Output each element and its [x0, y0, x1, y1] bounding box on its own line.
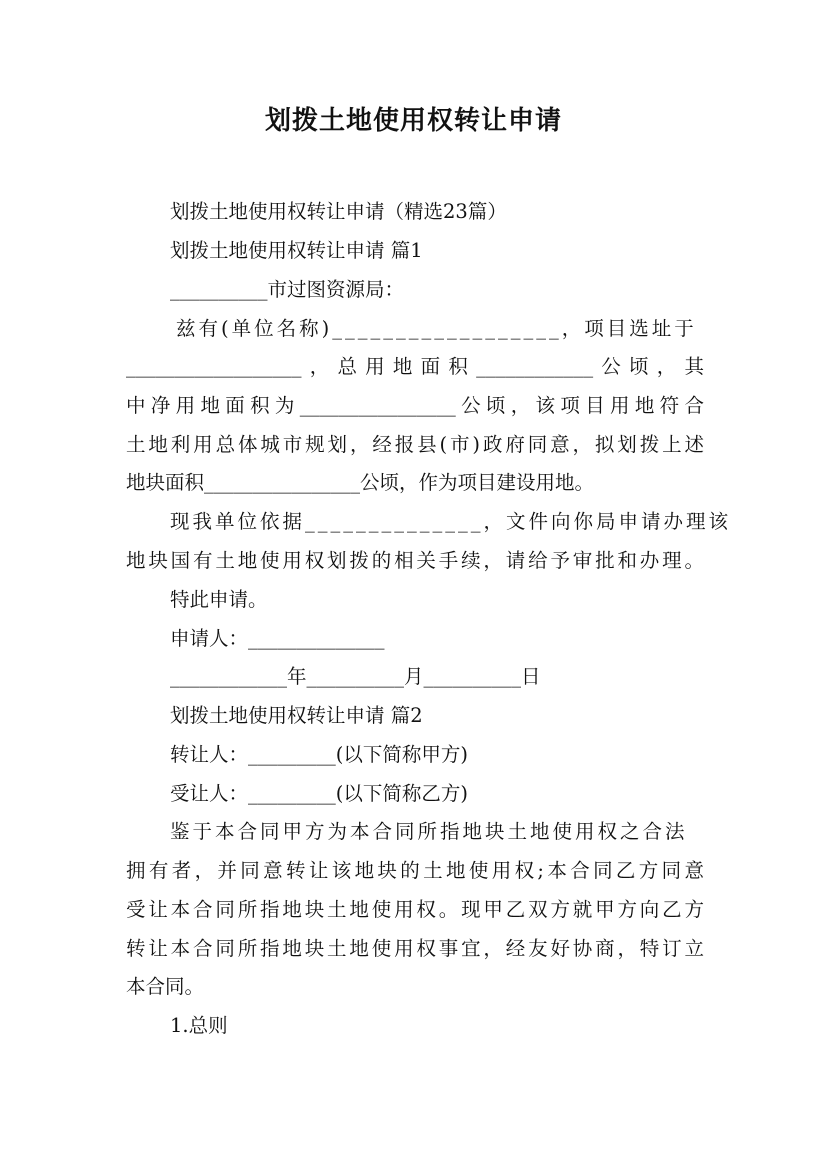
text-line: 拥有者，并同意转让该地块的土地使用权;本合同乙方同意: [126, 859, 704, 882]
text-line: __________________，总用地面积____________公顷，其: [126, 355, 704, 378]
text-line: 地块国有土地使用权划拨的相关手续，请给予审批和办理。: [126, 549, 704, 572]
text-line: 转让人：_________(以下简称甲方): [170, 743, 468, 766]
text-line: 申请人：______________: [170, 627, 385, 650]
text-line: 中净用地面积为________________公顷，该项目用地符合: [126, 394, 704, 417]
text-line: 划拨土地使用权转让申请 篇1: [170, 239, 423, 262]
text-line: 土地利用总体城市规划，经报县(市)政府同意，拟划拨上述: [126, 433, 704, 456]
text-line: __________市过图资源局：: [170, 278, 405, 301]
text-line: 特此申请。: [170, 588, 268, 611]
document-title: 划拨土地使用权转让申请: [264, 106, 562, 136]
text-line: 鉴于本合同甲方为本合同所指地块土地使用权之合法: [170, 820, 688, 843]
text-line: 转让本合同所指地块土地使用权事宜，经友好协商，特订立: [126, 937, 704, 960]
text-line: 受让本合同所指地块土地使用权。现甲乙双方就甲方向乙方: [126, 898, 704, 921]
text-line: 地块面积________________公顷，作为项目建设用地。: [126, 471, 595, 494]
text-line: 划拨土地使用权转让申请 篇2: [170, 704, 423, 727]
text-line: ____________年__________月__________日: [170, 665, 541, 688]
text-line: 现我单位依据______________，文件向你局申请办理该: [170, 510, 732, 533]
section-heading: 1.总则: [170, 1014, 228, 1037]
text-line: 划拨土地使用权转让申请（精选23篇）: [170, 200, 507, 223]
text-line: 兹有(单位名称)__________________，项目选址于: [176, 317, 697, 340]
text-line: 受让人：_________(以下简称乙方): [170, 782, 468, 805]
text-line: 本合同。: [126, 975, 205, 998]
